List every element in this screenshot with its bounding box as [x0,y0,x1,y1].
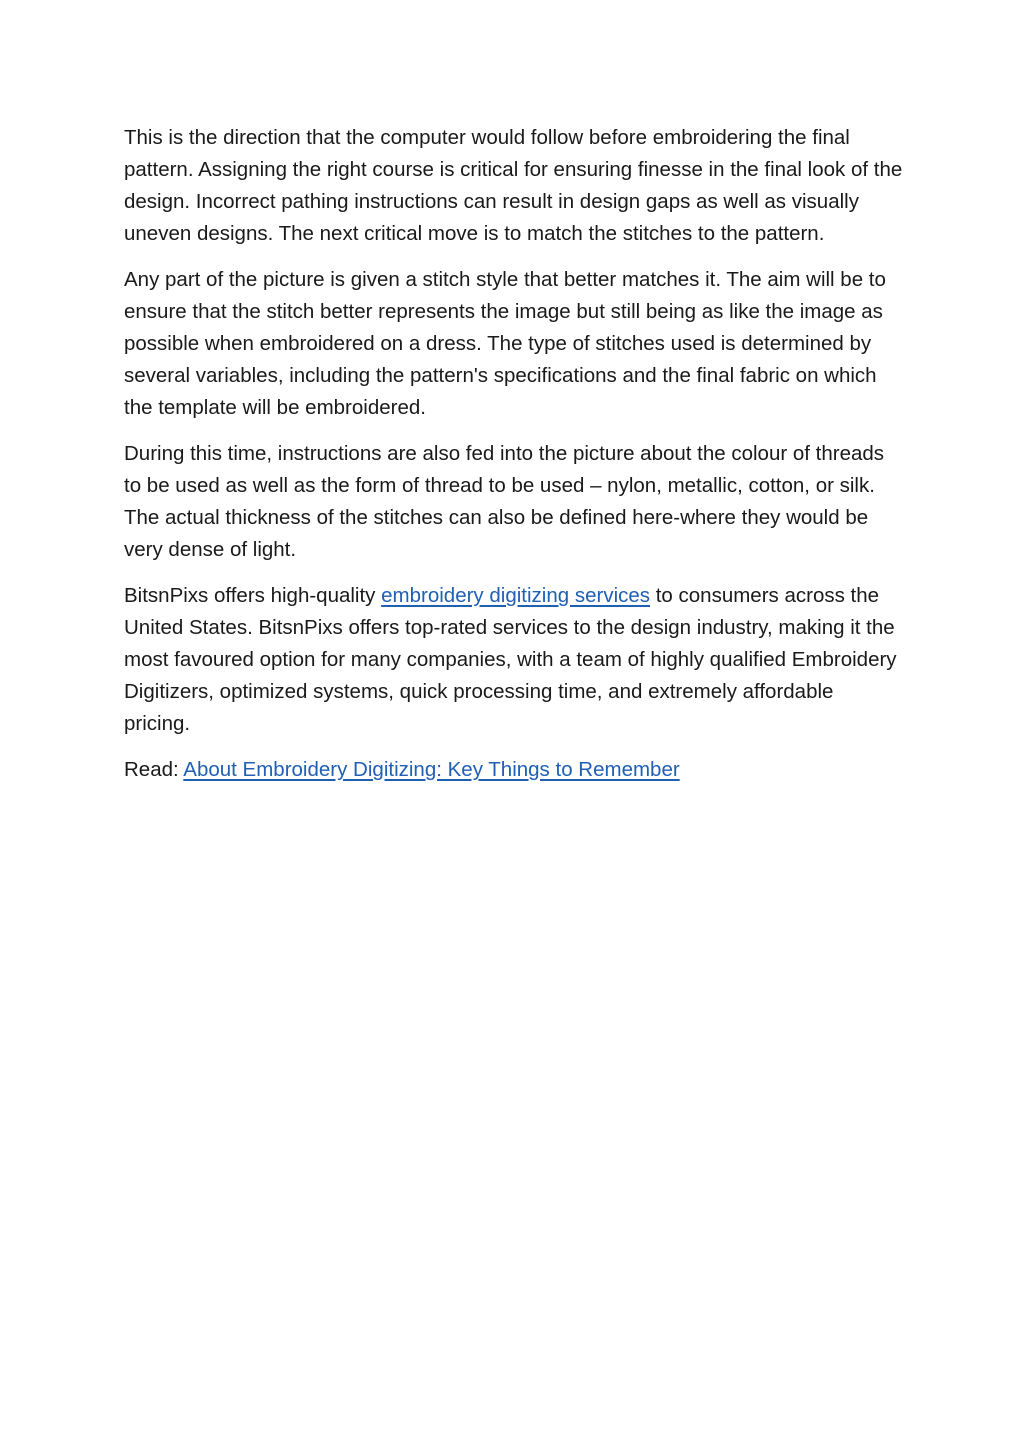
paragraph-stitch-direction: This is the direction that the computer would follow before embroidering the final pattern. Assigning the right course is critical for ensuring finesse in the final look of the design. Incorrect pathing instructions can result in design gaps as well as visually uneven designs. The next critical move is to match the stitches to the pattern. [124,126,903,245]
read-label: Read: [124,758,184,781]
about-embroidery-digitizing-link[interactable]: About Embroidery Digitizing: Key Things to Remember [183,758,680,781]
read-more-line [124,754,904,786]
paragraph-bitsnpixs-rest: to consumers across the United States. BitsnPixs offers top-rated services to the design industry, making it the most favoured option for many companies, with a team of highly qualified Embroidery Digitizers, optimized systems, quick processing time, and extremely affordable pricing. [124,584,897,735]
paragraph-bitsnpixs-intro: BitsnPixs offers high-quality [124,584,382,607]
paragraph-bitsnpixs [124,580,904,740]
paragraph-stitch-style: Any part of the picture is given a stitch style that better matches it. The aim will be to ensure that the stitch better represents the image but still being as like the image as possible when embroidered on a dress. The type of stitches used is determined by several variables, including the pattern's specifications and the final fabric on which the template will be embroidered. [124,268,886,419]
embroidery-digitizing-services-link[interactable]: embroidery digitizing services [381,584,651,607]
document-body [124,122,904,800]
paragraph-thread-instructions: During this time, instructions are also fed into the picture about the colour of threads to be used as well as the form of thread to be used – nylon, metallic, cotton, or silk. The actual thickness of the stitches can also be defined here-where they would be very dense of light. [124,442,885,561]
